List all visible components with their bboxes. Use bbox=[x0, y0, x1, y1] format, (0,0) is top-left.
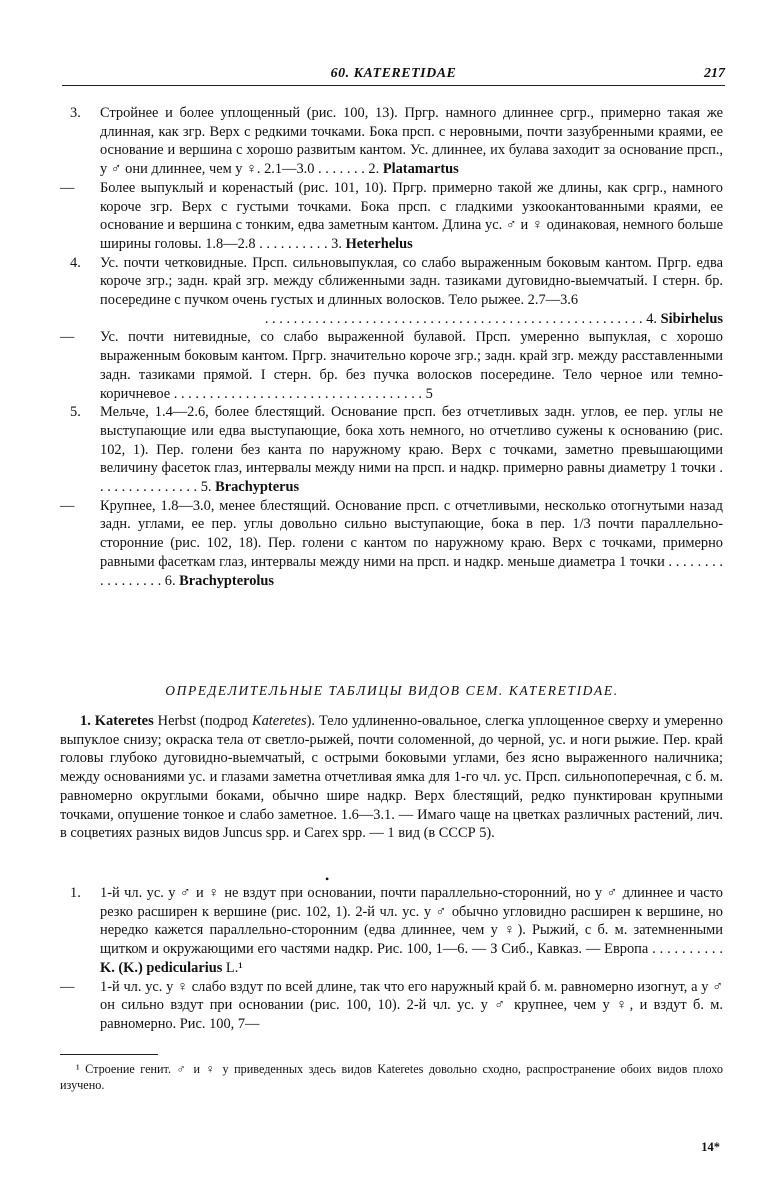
key-entry bbox=[60, 497, 723, 591]
genus-name: Platamartus bbox=[382, 161, 459, 178]
leader-dots: . . . . . . . . . . bbox=[652, 941, 723, 958]
key-entry-text: 1-й чл. ус. у ♂ и ♀ не вздут при основании, почти параллельно-сторонний, но у ♂ длиннее и часто резко расширен к вершине (рис. 102, 1). 2-й чл. ус. у ♂ обычно угловидно расширен к вершине, но нередко кажется параллельно-сторонним (едва длиннее, чем у ♀). Рыжий, с б. м. затемненными щитком и окружающими его частями надкр. Рис. 100, 1—6. — З Сиб., Кавказ. — Европа bbox=[100, 885, 723, 958]
leader-dots: . . . . . . . . . . 3. bbox=[259, 235, 346, 252]
leader-dots: . . . . . . . . . . . . . . . . . . . . . . . . . . . . . . . . . . . 5 bbox=[173, 385, 433, 402]
genus-key bbox=[60, 104, 723, 590]
leader-dots: . . . . . . . . . . . . . . . 5. bbox=[100, 460, 723, 496]
running-header-title: 60. KATERETIDAE bbox=[330, 66, 457, 81]
species-key-entry bbox=[60, 884, 723, 978]
genus-name: Brachypterolus bbox=[179, 572, 275, 589]
leader-dots: . . . . . . . 2. bbox=[318, 161, 383, 178]
species-author: L.¹ bbox=[222, 959, 243, 976]
key-entry-number: — bbox=[60, 978, 75, 995]
key-entry bbox=[60, 403, 723, 497]
key-entry bbox=[60, 104, 723, 179]
key-entry-text: Ус. почти четковидные. Прсп. сильновыпуклая, со слабо выраженным боковым кантом. Пргр. едва короче згр.; задн. край згр. между сближенными задн. тазиками дуговидно-выемчатый. I стерн. бр. посередине с пучком очень густых и длинных волосков. Тело рыжее. 2.7—3.6 bbox=[100, 254, 723, 309]
page-number: 217 bbox=[704, 66, 725, 81]
genus-name: Sibirhelus bbox=[660, 310, 723, 327]
genus-name: Heterhelus bbox=[345, 235, 413, 252]
key-entry bbox=[60, 328, 723, 403]
genus-name: Brachypterus bbox=[215, 479, 300, 496]
key-entry-number: 3. bbox=[70, 105, 81, 121]
leader-dots: . . . . . . . . . . . . . . . . . . . . . . . . . . . . . . . . . . . . . . . . . . . . . . . . . . . . . 4. bbox=[264, 310, 661, 327]
key-entry-number: 1. bbox=[70, 885, 81, 901]
species-key bbox=[60, 884, 723, 1034]
key-entry-number: 5. bbox=[70, 404, 81, 421]
leader-dots: . . . . . . . . . . . . . . . . . 6. bbox=[100, 553, 724, 589]
species-key-entry bbox=[60, 978, 723, 1034]
genus-description-subgenus: Kateretes bbox=[251, 713, 307, 729]
section-title: ОПРЕДЕЛИТЕЛЬНЫЕ ТАБЛИЦЫ ВИДОВ СЕМ. KATERETIDAE. bbox=[165, 683, 619, 698]
footnote: ¹ Строение генит. ♂ и ♀ у приведенных здесь видов Kateretes довольно сходно, распространение обоих видов плохо изучено. bbox=[60, 1062, 723, 1092]
footnote-rule bbox=[60, 1054, 158, 1055]
key-entry-number: — bbox=[60, 179, 75, 196]
genus-description-text: ). Тело удлиненно-овальное, слегка уплощенное сверху и умеренно выпуклое снизу; окраска тела от светло-рыжей, почти соломенной, до черной, ус. и ноги рыжие. Пер. край головы глубоко дуговидно-выемчатый, с острыми боковыми углами, без ясно выраженного наличника; между основаниями ус. и глазами заметна отчетливая ямка для 1-го чл. ус. Прсп. сильнопоперечная, с б. м. равномерно округлыми боками, обычно шире надкр. Верх блестящий, редко пунктирован крупными точками, опушение тонкое и слабо заметное. 1.6—3.1. — Имаго чаще на цветках различных растений, лич. в соцветиях разных видов Juncus spp. и Carex spp. — 1 вид (в СССР 5). bbox=[60, 713, 723, 842]
key-entry bbox=[60, 254, 723, 329]
key-entry-number: — bbox=[60, 497, 75, 514]
key-entry-text: Мельче, 1.4—2.6, более блестящий. Основание прсп. без отчетливых задн. углов, ее пер. углы не выступающие или едва выступающие, бока хоть немного, но отчетливо сужены к основанию (рис. 102, 1). Пер. голени без канта по наружному краю. Верх с точками, заметно превышающими величину фасеток глаз, интервалы между ними на прсп. и надкр. примерно равны диаметру 1 точки bbox=[100, 404, 723, 477]
key-entry-text: Ус. почти нитевидные, со слабо выраженной булавой. Прсп. умеренно выпуклая, с хорошо выраженным боковым кантом. Пргр. значительно короче згр.; задн. край згр. между расставленными задн. тазиками прямой. I стерн. бр. без пучка волосков посередине. Тело черное или темно-коричневое bbox=[100, 329, 723, 402]
key-entry-text: Стройнее и более уплощенный (рис. 100, 13). Пргр. намного длиннее сргр., примерно такая же длинная, как згр. Верх с редкими точками. Бока прсп. с неровными, почти зазубренными краями, ее основание и вершина с хорошо развитым кантом. Ус. длиннее, их булава заходит за основание прсп., у ♂ они длиннее, чем у ♀. 2.1—3.0 bbox=[100, 105, 723, 178]
genus-description-name: 1. Kateretes bbox=[80, 713, 154, 729]
key-entry-text: 1-й чл. ус. у ♀ слабо вздут по всей длине, так что его наружный край б. м. равномерно изогнут, а у ♂ он сильно вздут при основании (рис. 100, 10). 2-й чл. ус. у ♂ крупнее, чем у ♀, и вздут б. м. равномерно. Рис. 100, 7— bbox=[100, 978, 723, 1032]
key-entry-number: 4. bbox=[70, 254, 81, 271]
header-rule bbox=[62, 85, 725, 86]
key-entry-number: — bbox=[60, 329, 75, 346]
species-name: K. (K.) pedicularius bbox=[100, 959, 223, 976]
running-header bbox=[62, 64, 725, 86]
genus-description bbox=[60, 712, 723, 843]
bullet-marker: • bbox=[325, 872, 330, 886]
key-entry-text: Крупнее, 1.8—3.0, менее блестящий. Основание прсп. с отчетливыми, несколько отогнутыми назад задн. углами, ее пер. углы довольно сильно выступающие, бока в пер. 1/3 почти параллельно-сторонние (рис. 102, 18). Пер. голени с кантом по наружному краю. Верх с точками, примерно равными фасеткам глаз, интервалы между ними на прсп. и надкр. меньше диаметра 1 точки bbox=[100, 497, 723, 570]
signature-mark: 14* bbox=[701, 1140, 720, 1154]
key-entry-text: Более выпуклый и коренастый (рис. 101, 10). Пргр. примерно такой же длины, как сргр., намного короче згр. Верх с густыми точками. Бока прсп. с гладкими узкоокантованными краями, ее основание и вершина с тонким, едва заметным кантом. Длина ус. ♂ и ♀ одинаковая, немного больше ширины головы. 1.8—2.8 bbox=[100, 179, 723, 252]
genus-description-author: Herbst (подрод bbox=[153, 713, 252, 729]
key-entry bbox=[60, 179, 723, 254]
leader-dots-line bbox=[100, 310, 723, 329]
